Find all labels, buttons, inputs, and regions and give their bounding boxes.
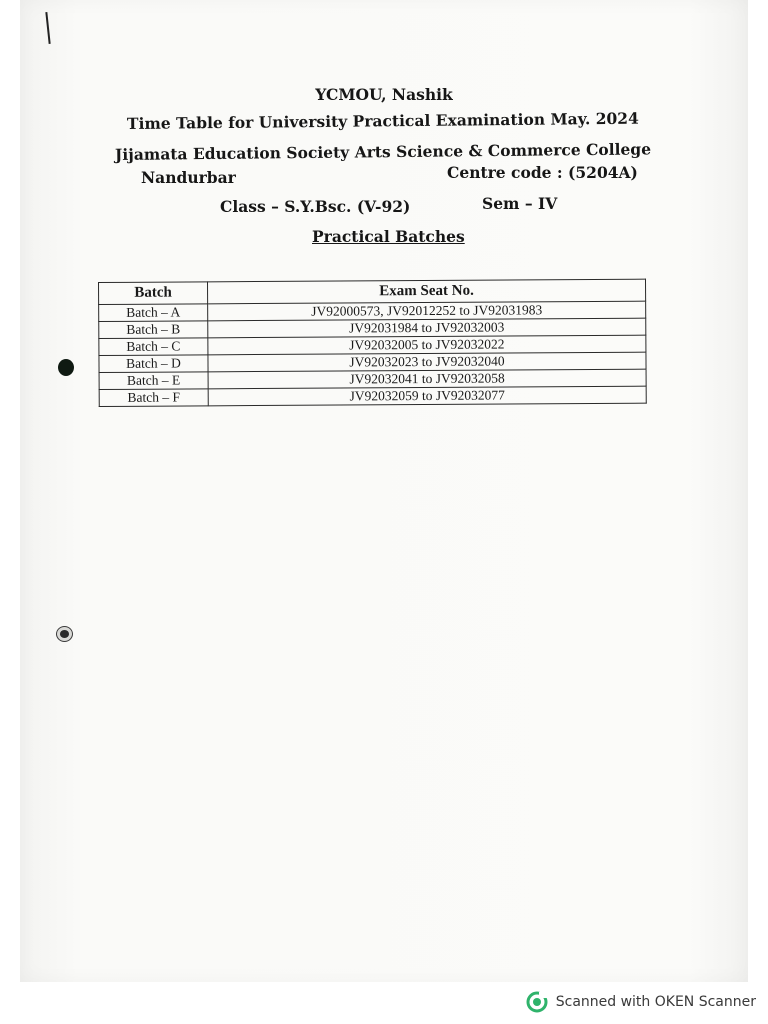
document-title: YCMOU, Nashik [315, 85, 453, 104]
semester-label: Sem – IV [482, 194, 558, 213]
batch-cell: Batch – A [99, 304, 208, 322]
batch-cell: Batch – C [99, 338, 208, 356]
batch-cell: Batch – B [99, 321, 208, 339]
batch-table [98, 279, 647, 407]
oken-scanner-logo-icon [526, 991, 548, 1013]
table-row [99, 386, 646, 406]
header-exam-seat-no: Exam Seat No. [208, 279, 646, 304]
seat-range-cell: JV92032005 to JV92032022 [208, 335, 646, 355]
batch-cell: Batch – E [99, 372, 208, 390]
scanner-watermark [526, 990, 756, 1014]
scanner-watermark-text: Scanned with OKEN Scanner [555, 994, 756, 1010]
college-name: Jijamata Education Society Arts Science & Commerce College [114, 139, 652, 164]
batch-cell: Batch – F [99, 389, 208, 407]
seat-range-cell: JV92031984 to JV92032003 [208, 318, 646, 338]
header-batch: Batch [99, 282, 208, 305]
section-title: Practical Batches [312, 227, 465, 246]
punch-hole [58, 359, 74, 376]
seat-range-cell: JV92032041 to JV92032058 [208, 369, 646, 389]
batch-cell: Batch – D [99, 355, 208, 373]
seat-range-cell: JV92032059 to JV92032077 [208, 386, 646, 406]
punch-hole [56, 626, 73, 642]
centre-code: Centre code : (5204A) [447, 163, 638, 182]
seat-range-cell: JV92000573, JV92012252 to JV92031983 [208, 301, 646, 321]
college-place: Nandurbar [141, 168, 236, 187]
class-label: Class – S.Y.Bsc. (V-92) [220, 197, 411, 216]
document-subtitle: Time Table for University Practical Examination May. 2024 [126, 108, 639, 133]
seat-range-cell: JV92032023 to JV92032040 [208, 352, 646, 372]
